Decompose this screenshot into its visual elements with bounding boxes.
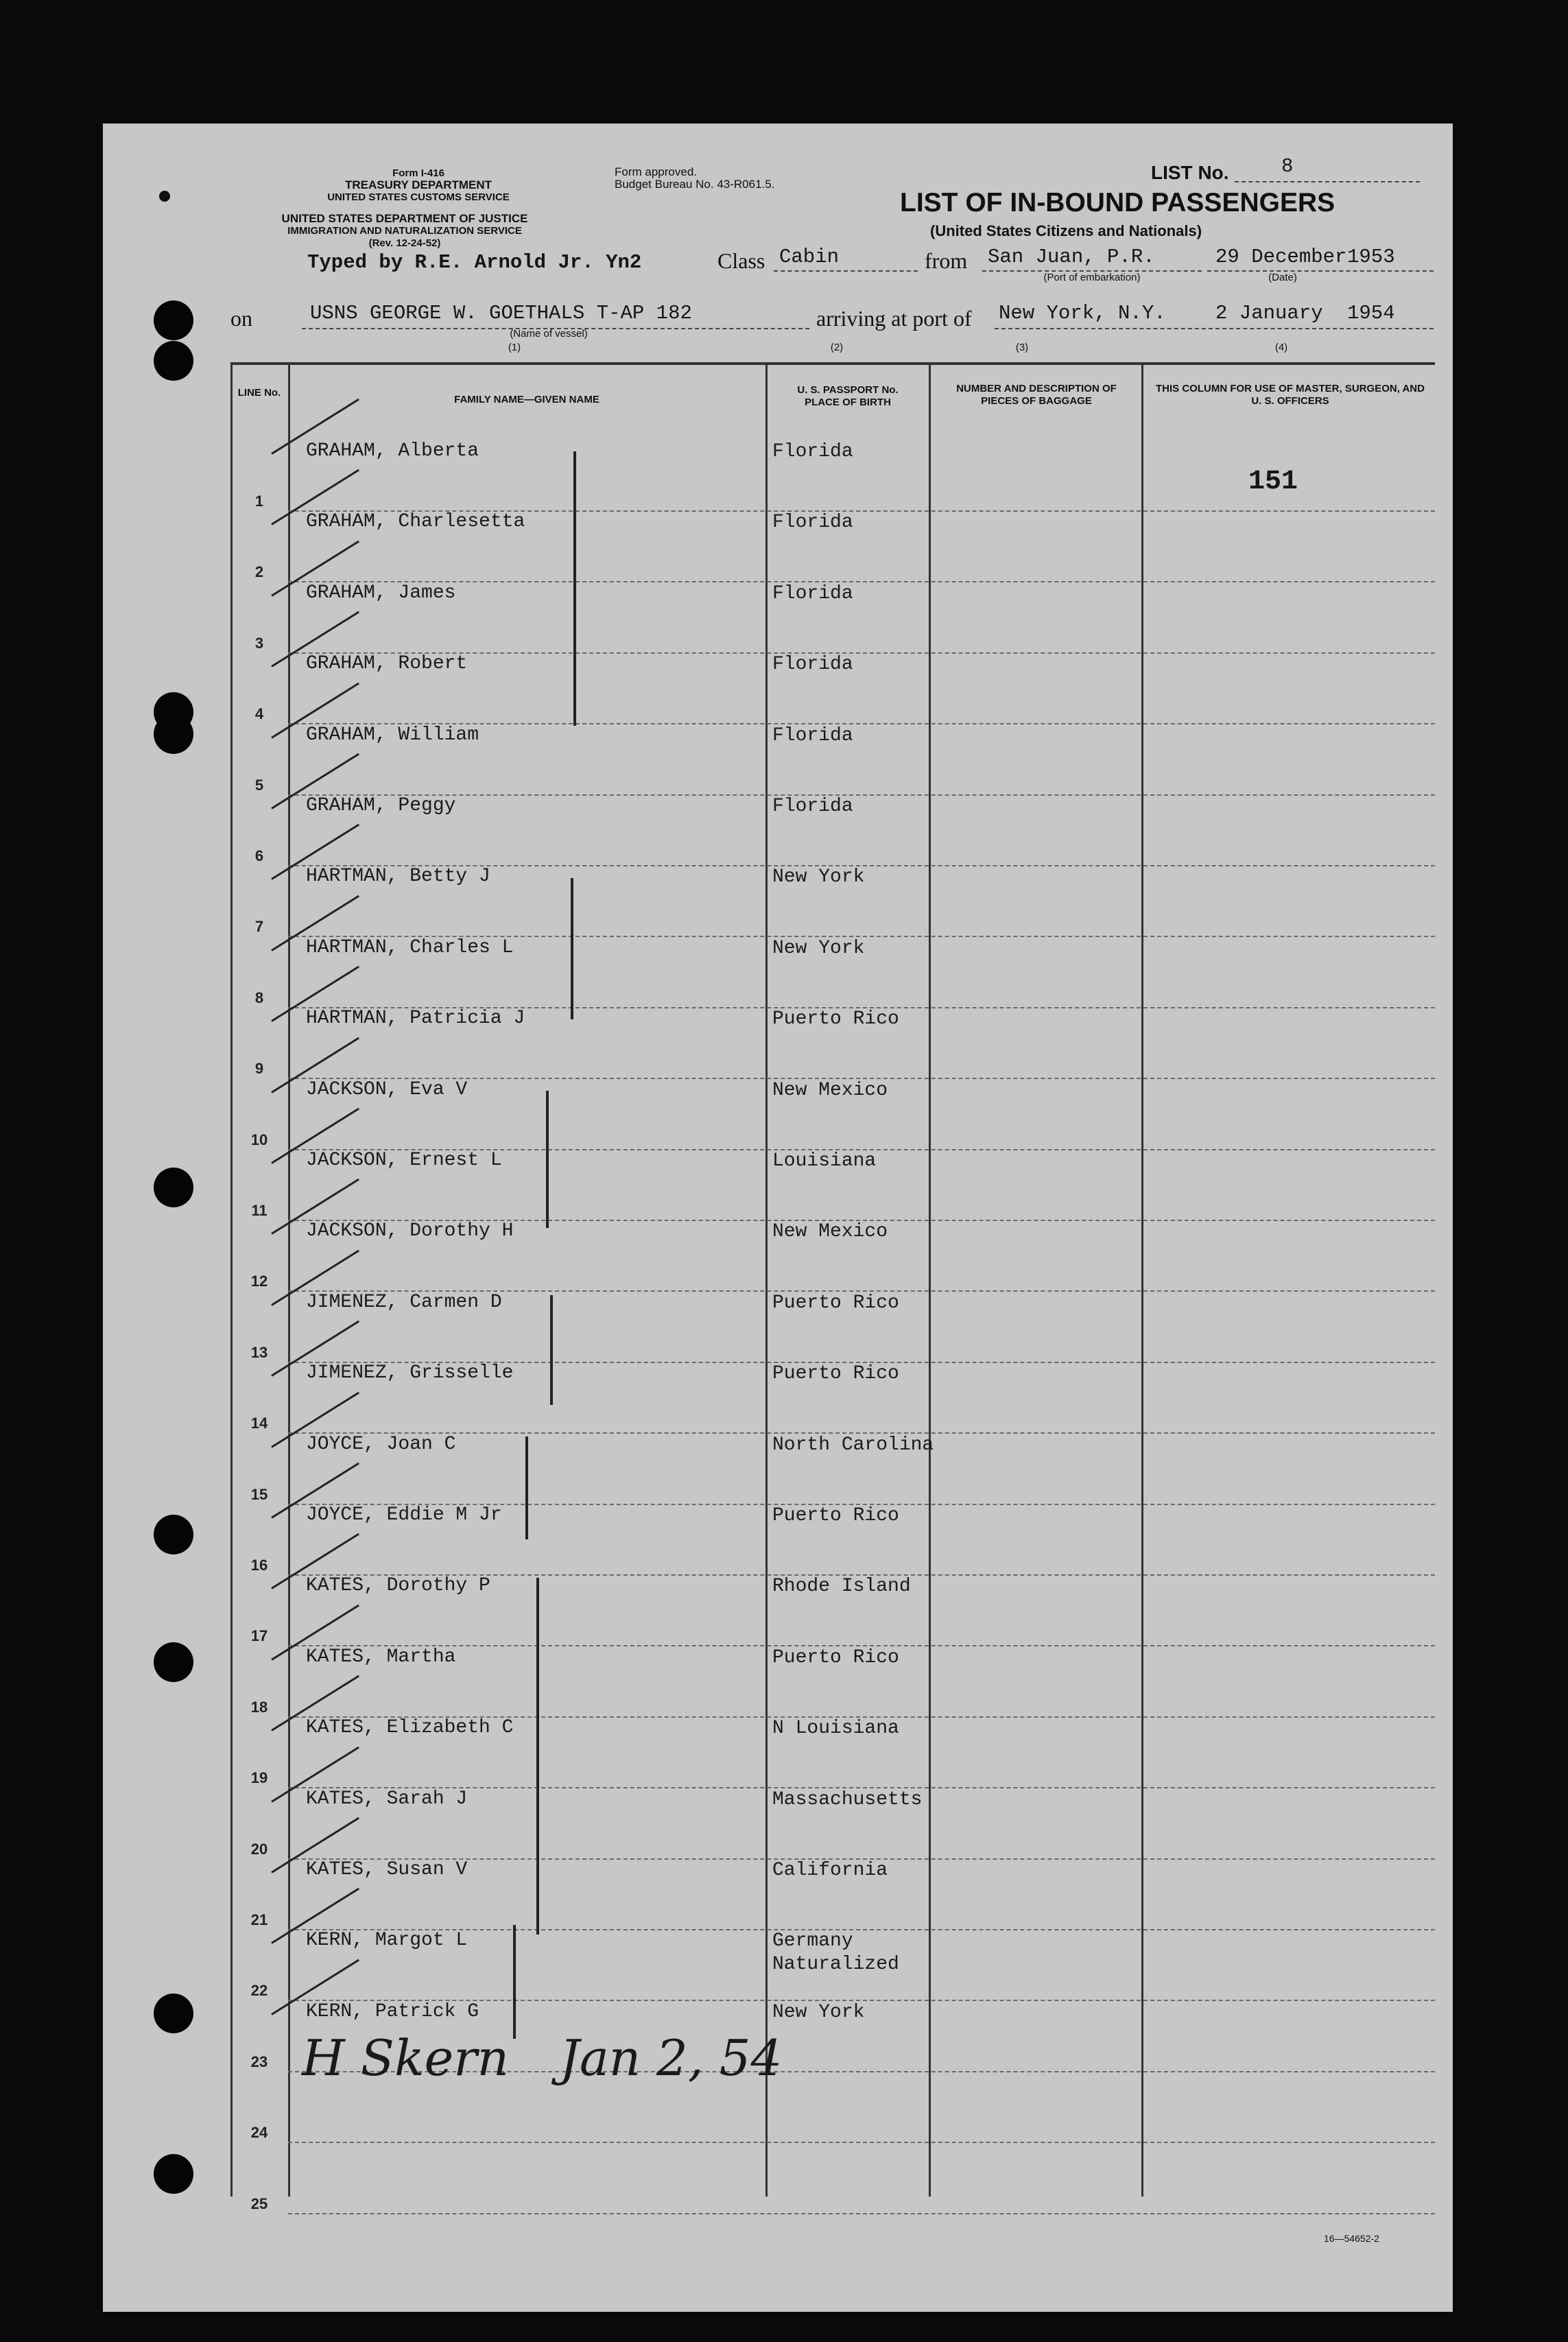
col1-number: (1) — [508, 342, 521, 353]
date-caption: (Date) — [1268, 272, 1297, 283]
col-header-officers: THIS COLUMN FOR USE OF MASTER, SURGEON, AND U. S. OFFICERS — [1156, 383, 1425, 407]
handwritten-date: Jan 2, 54 — [560, 2029, 783, 2087]
line-number: 5 — [254, 776, 264, 794]
passenger-name: KATES, Elizabeth C — [306, 1717, 514, 1739]
col-header-name: FAMILY NAME—GIVEN NAME — [454, 394, 599, 405]
place-of-birth: Louisiana — [772, 1150, 877, 1172]
place-of-birth: Puerto Rico — [772, 1008, 899, 1030]
place-of-birth: New York — [772, 937, 865, 959]
place-of-birth: Puerto Rico — [772, 1363, 899, 1385]
passenger-name: KATES, Martha — [306, 1646, 456, 1668]
passenger-name: HARTMAN, Betty J — [306, 866, 490, 888]
place-of-birth: New Mexico — [772, 1079, 888, 1101]
col-header-passport: U. S. PASSPORT No. PLACE OF BIRTH — [797, 384, 899, 408]
budget-bureau: Budget Bureau No. 43-R061.5. — [615, 178, 775, 191]
binder-hole — [154, 2154, 193, 2194]
footer-code: 16—54652-2 — [1324, 2233, 1379, 2244]
treasury-department: TREASURY DEPARTMENT — [344, 178, 492, 191]
place-of-birth: California — [772, 1860, 888, 1881]
line-number: 8 — [254, 989, 264, 1006]
passenger-name: JACKSON, Ernest L — [306, 1150, 502, 1171]
place-of-birth: N Louisiana — [772, 1718, 899, 1740]
line-number: 12 — [250, 1273, 268, 1290]
col4-number: (4) — [1274, 342, 1288, 353]
passenger-name: JACKSON, Dorothy H — [306, 1220, 514, 1242]
place-of-birth: Puerto Rico — [772, 1292, 899, 1314]
passenger-name: JACKSON, Eva V — [306, 1078, 468, 1100]
embark-date: 29 December — [1215, 246, 1347, 268]
passenger-name: KATES, Sarah J — [306, 1788, 468, 1810]
binder-hole — [154, 341, 193, 381]
col2-number: (2) — [830, 342, 844, 353]
line-number: 23 — [250, 2053, 268, 2070]
passenger-name: JIMENEZ, Grisselle — [306, 1362, 514, 1384]
arriving-label: arriving at port of — [816, 306, 972, 331]
vessel-name: USNS GEORGE W. GOETHALS T-AP 182 — [310, 302, 692, 324]
customs-service: UNITED STATES CUSTOMS SERVICE — [327, 191, 510, 203]
embark-year: 1953 — [1347, 246, 1395, 268]
vessel-caption: (Name of vessel) — [510, 328, 588, 340]
line-number: 22 — [250, 1982, 268, 2000]
officer-count: 151 — [1248, 466, 1298, 497]
passenger-name: JIMENEZ, Carmen D — [306, 1291, 502, 1313]
place-of-birth: Puerto Rico — [772, 1646, 899, 1668]
passenger-name: KERN, Patrick G — [306, 2000, 479, 2022]
revision: (Rev. 12-24-52) — [368, 237, 441, 249]
line-number: 14 — [250, 1415, 268, 1432]
family-bracket — [571, 878, 573, 1019]
line-number: 18 — [250, 1698, 268, 1716]
port-caption: (Port of embarkation) — [1043, 272, 1141, 283]
from-label: from — [925, 248, 968, 273]
passenger-name: GRAHAM, Robert — [306, 653, 468, 675]
place-of-birth: New York — [772, 866, 865, 888]
line-number: 16 — [250, 1557, 268, 1574]
passenger-name: GRAHAM, William — [306, 724, 479, 746]
binder-hole — [154, 1168, 193, 1207]
line-number: 21 — [250, 1911, 268, 1928]
place-of-birth: Puerto Rico — [772, 1505, 899, 1526]
passenger-name: GRAHAM, Alberta — [306, 440, 479, 462]
class-label: Class — [717, 248, 765, 273]
form-number: Form I-416 — [392, 167, 444, 179]
line-number: 25 — [250, 2195, 268, 2212]
row-rule — [288, 2213, 1435, 2214]
line-number: 10 — [250, 1131, 268, 1148]
passenger-name: HARTMAN, Patricia J — [306, 1008, 525, 1030]
passenger-name: GRAHAM, Peggy — [306, 795, 456, 816]
line-number: 17 — [250, 1627, 268, 1645]
col3-number: (3) — [1015, 342, 1029, 353]
binder-hole — [154, 300, 193, 340]
place-of-birth: Florida — [772, 512, 853, 534]
form-title: LIST OF IN-BOUND PASSENGERS — [900, 188, 1335, 217]
class-underline — [774, 270, 918, 272]
binder-hole — [154, 1515, 193, 1554]
list-no-value: 8 — [1281, 155, 1294, 178]
row-rule — [288, 2142, 1435, 2143]
passenger-name: GRAHAM, Charlesetta — [306, 511, 525, 533]
department-of-justice: UNITED STATES DEPARTMENT OF JUSTICE — [281, 212, 528, 225]
family-bracket — [573, 451, 576, 726]
passenger-table — [230, 362, 1435, 2212]
passenger-name: KATES, Dorothy P — [306, 1575, 490, 1597]
place-of-birth: Florida — [772, 441, 853, 462]
line-number: 20 — [250, 1840, 268, 1858]
arrival-date: 2 January — [1215, 302, 1323, 324]
line-number: 15 — [250, 1485, 268, 1503]
list-no-label: LIST No. — [1151, 162, 1229, 183]
family-bracket — [536, 1578, 539, 1935]
place-of-birth: Florida — [772, 582, 853, 604]
on-label: on — [230, 306, 252, 331]
family-bracket — [546, 1091, 549, 1228]
binder-hole — [154, 1642, 193, 1682]
place-of-birth: Florida — [772, 724, 853, 746]
family-bracket — [550, 1295, 553, 1405]
col-header-line-no: LINE No. — [237, 387, 281, 399]
place-of-birth: Massachusetts — [772, 1788, 923, 1810]
passenger-name: KATES, Susan V — [306, 1859, 468, 1880]
class-value: Cabin — [779, 246, 840, 268]
line-number: 19 — [250, 1769, 268, 1787]
passenger-name: JOYCE, Joan C — [306, 1433, 456, 1455]
family-bracket — [513, 1925, 516, 2039]
col-header-baggage: NUMBER AND DESCRIPTION OF PIECES OF BAGGAGE — [956, 383, 1117, 407]
passenger-name: HARTMAN, Charles L — [306, 936, 514, 958]
place-of-birth: New York — [772, 2001, 865, 2023]
passenger-name: GRAHAM, James — [306, 582, 456, 604]
family-bracket — [525, 1436, 528, 1539]
place-of-birth: Rhode Island — [772, 1576, 911, 1598]
form-subtitle: (United States Citizens and Nationals) — [930, 222, 1202, 239]
line-number: 7 — [254, 918, 264, 936]
arrival-year: 1954 — [1347, 302, 1395, 324]
arrival-port: New York, N.Y. — [999, 302, 1166, 324]
line-number: 6 — [254, 847, 264, 864]
place-of-birth: North Carolina — [772, 1434, 934, 1456]
line-number: 1 — [254, 493, 264, 510]
ins: IMMIGRATION AND NATURALIZATION SERVICE — [287, 225, 522, 237]
handwritten-initials: H Skern — [302, 2029, 510, 2087]
passenger-name: JOYCE, Eddie M Jr — [306, 1504, 502, 1526]
line-number: 11 — [251, 1202, 268, 1219]
line-number: 24 — [250, 2124, 268, 2142]
row-rule — [288, 794, 1435, 796]
line-number: 3 — [254, 634, 264, 652]
arrival-underline — [995, 328, 1434, 329]
line-number: 4 — [254, 705, 264, 723]
list-no-underline — [1235, 181, 1420, 182]
port-of-embarkation: San Juan, P.R. — [988, 246, 1155, 268]
line-number: 13 — [250, 1343, 268, 1361]
place-of-birth: Germany Naturalized — [772, 1930, 899, 1976]
form-approved: Form approved. — [615, 165, 697, 178]
passenger-name: KERN, Margot L — [306, 1930, 468, 1952]
place-of-birth: New Mexico — [772, 1221, 888, 1243]
place-of-birth: Florida — [772, 796, 853, 817]
line-number: 9 — [254, 1060, 264, 1078]
binder-hole — [159, 191, 170, 202]
place-of-birth: Florida — [772, 654, 853, 676]
line-number: 2 — [254, 563, 264, 581]
typed-by: Typed by R.E. Arnold Jr. Yn2 — [307, 251, 642, 274]
binder-hole — [154, 1994, 193, 2033]
binder-hole — [154, 714, 193, 754]
row-rule — [288, 581, 1435, 582]
